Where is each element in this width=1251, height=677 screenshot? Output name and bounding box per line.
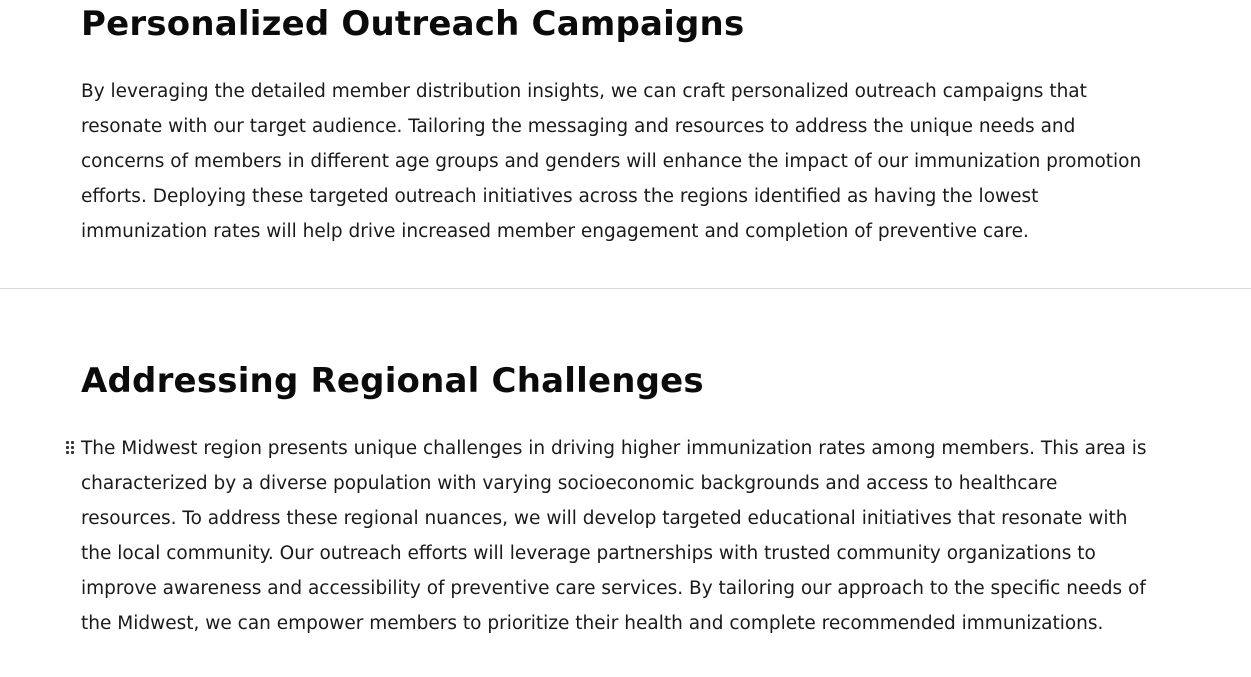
section-heading: Addressing Regional Challenges [81,361,704,401]
section-paragraph: By leveraging the detailed member distribution insights, we can craft personalized outreach campaigns that resonate with our target audience. Tailoring the messaging and resources to address the unique needs and concerns of members in different age groups and genders will enhance the impact of our immunization promotion efforts. Deploying these targeted outreach initiatives across the regions identified as having the lowest immunization rates will help drive increased member engagement and completion of preventive care. [81,81,1142,242]
section-divider [0,288,1251,289]
section-regional-challenges [81,361,1161,641]
section-heading: Personalized Outreach Campaigns [81,4,745,44]
section-personalized-outreach [81,4,1161,249]
section-paragraph: The Midwest region presents unique challenges in driving higher immunization rates among members. This area is characterized by a diverse population with varying socioeconomic backgrounds and access to healthcare resources. To address these regional nuances, we will develop targeted educational initiatives that resonate with the local community. Our outreach efforts will leverage partnerships with trusted community organizations to improve awareness and accessibility of preventive care services. By tailoring our approach to the specific needs of the Midwest, we can empower members to prioritize their health and complete recommended immunizations. [81,438,1147,634]
drag-handle-icon[interactable] [66,441,76,455]
